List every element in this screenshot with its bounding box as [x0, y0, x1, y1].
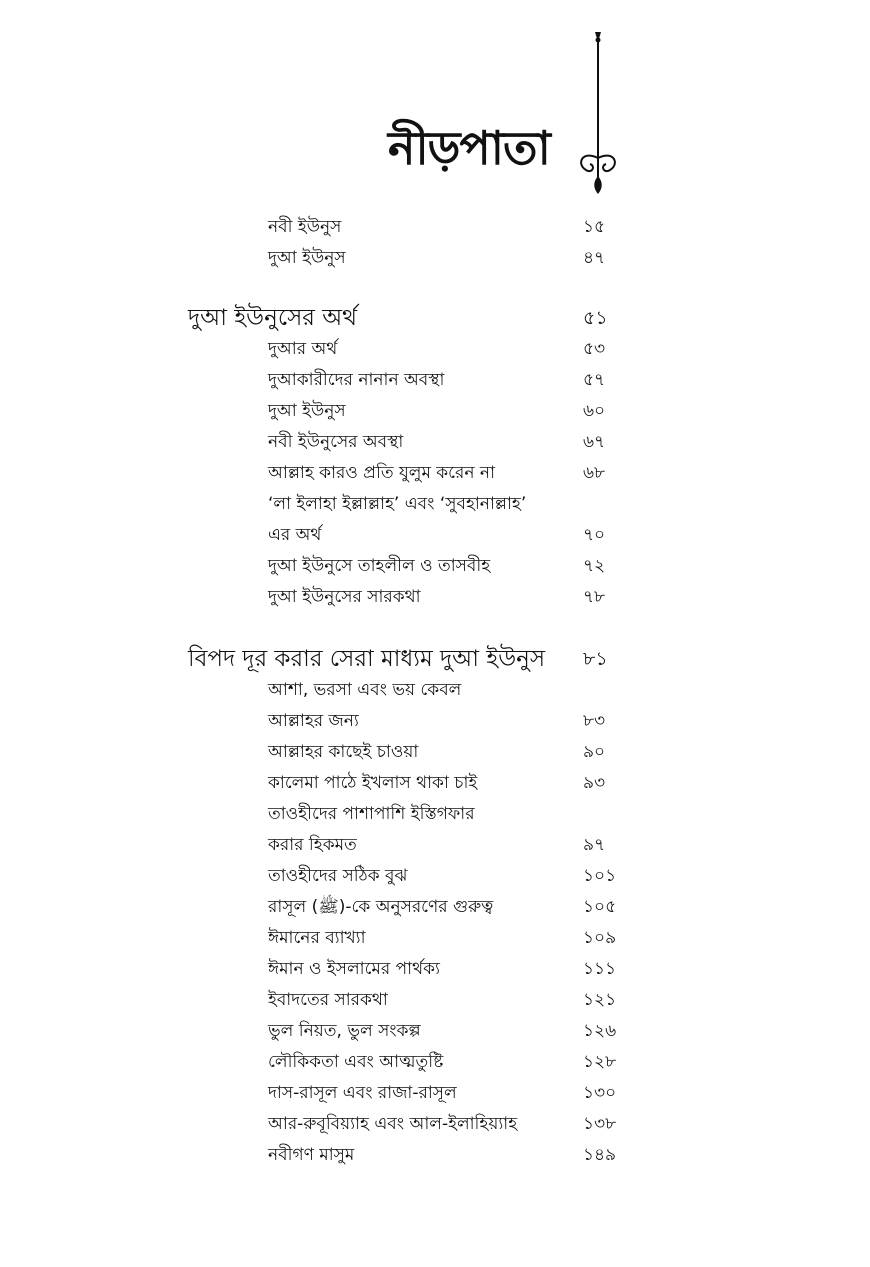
toc-entry-page: ৪৭ — [583, 248, 606, 268]
toc-section-heading[interactable] — [0, 303, 870, 333]
toc-entry-title: লৌকিকতা এবং আত্মতুষ্টি — [268, 1052, 444, 1072]
toc-entry[interactable] — [0, 675, 870, 705]
toc-entry[interactable] — [0, 365, 870, 395]
toc-entry-title: আল্লাহর জন্য — [268, 711, 359, 731]
toc-entry-page: ১২১ — [583, 990, 617, 1010]
toc-entry-page: ৯৩ — [583, 773, 606, 793]
ornament-icon — [568, 30, 628, 200]
page-title: নীড়পাতা — [388, 121, 550, 175]
toc-entry[interactable] — [0, 799, 870, 829]
toc-entry-title: এর অর্থ — [268, 525, 322, 545]
toc-entry-title: আল্লাহর কাছেই চাওয়া — [268, 742, 419, 762]
toc-entry-title: ঈমান ও ইসলামের পার্থক্য — [268, 959, 440, 979]
toc-section-title: দুআ ইউনুসের অর্থ — [188, 305, 358, 331]
toc-entry[interactable] — [0, 892, 870, 922]
toc-entry-title: আর-রুবূবিয়্যাহ এবং আল-ইলাহিয়্যাহ — [268, 1114, 518, 1134]
toc-entry-title: করার হিকমত — [268, 835, 357, 855]
toc-entry[interactable] — [0, 706, 870, 736]
toc-entry[interactable] — [0, 985, 870, 1015]
toc-entry[interactable] — [0, 489, 870, 519]
toc-section-page: ৮১ — [583, 648, 608, 670]
toc-section-title: বিপদ দূর করার সেরা মাধ্যম দুআ ইউনুস — [188, 646, 546, 672]
toc-entry-title: ভুল নিয়ত, ভুল সংকল্প — [268, 1021, 421, 1041]
toc-entry-title: নবী ইউনুসের অবস্থা — [268, 432, 404, 452]
toc-entry[interactable] — [0, 212, 870, 242]
toc-entry-title: দুআকারীদের নানান অবস্থা — [268, 370, 445, 390]
toc-entry-title: তাওহীদের পাশাপাশি ইস্তিগফার — [268, 804, 475, 824]
toc-entry-title: আল্লাহ কারও প্রতি যুলুম করেন না — [268, 463, 495, 483]
toc-entry[interactable] — [0, 923, 870, 953]
toc-entry-page: ৭০ — [583, 525, 606, 545]
toc-entry[interactable] — [0, 427, 870, 457]
toc-entry-page: ৫৭ — [583, 370, 606, 390]
toc-entry[interactable] — [0, 830, 870, 860]
toc-entry[interactable] — [0, 243, 870, 273]
toc-entry-page: ৯৭ — [583, 835, 606, 855]
toc-entry-page: ১৫ — [583, 217, 606, 237]
toc-entry[interactable] — [0, 396, 870, 426]
toc-entry-page: ১৩০ — [583, 1083, 617, 1103]
toc-entry-title: দুআ ইউনুসে তাহলীল ও তাসবীহ — [268, 556, 491, 576]
toc-entry-page: ১৩৮ — [583, 1114, 617, 1134]
toc-entry-page: ১২৬ — [583, 1021, 617, 1041]
toc-entry-page: ১২৮ — [583, 1052, 617, 1072]
toc-entry-title: দুআ ইউনুসের সারকথা — [268, 587, 421, 607]
toc-entry-page: ১০৯ — [583, 928, 617, 948]
toc-entry-page: ৫৩ — [583, 339, 606, 359]
toc-entry-title: দুআর অর্থ — [268, 339, 338, 359]
toc-entry-page: ১৪৯ — [583, 1145, 617, 1165]
toc-entry-title: দাস-রাসূল এবং রাজা-রাসূল — [268, 1083, 457, 1103]
toc-section-page: ৫১ — [583, 307, 608, 329]
toc-entry[interactable] — [0, 1140, 870, 1170]
toc-entry-page: ৬০ — [583, 401, 606, 421]
toc-entry-title: তাওহীদের সঠিক বুঝ — [268, 866, 408, 886]
toc-entry-page: ৮৩ — [583, 711, 606, 731]
toc-entry-page: ৯০ — [583, 742, 606, 762]
toc-entry-title: আশা, ভরসা এবং ভয় কেবল — [268, 680, 462, 700]
toc-entry-page: ৭৮ — [583, 587, 606, 607]
toc-entry-page: ১১১ — [583, 959, 617, 979]
toc-entry[interactable] — [0, 1109, 870, 1139]
toc-entry[interactable] — [0, 768, 870, 798]
toc-entry-page: ৭২ — [583, 556, 606, 576]
toc-entry-title: নবী ইউনুস — [268, 217, 342, 237]
toc-entry-page: ৬৭ — [583, 432, 606, 452]
toc-entry[interactable] — [0, 520, 870, 550]
toc-entry-page: ৬৮ — [583, 463, 606, 483]
toc-entry[interactable] — [0, 1047, 870, 1077]
toc-entry-title: ‘লা ইলাহা ইল্লাল্লাহ’ এবং ‘সুবহানাল্লাহ’ — [268, 494, 527, 514]
toc-entry[interactable] — [0, 458, 870, 488]
toc-entry[interactable] — [0, 1078, 870, 1108]
toc-entry-title: রাসূল (ﷺ)-কে অনুসরণের গুরুত্ব — [268, 897, 494, 917]
toc-entry[interactable] — [0, 1016, 870, 1046]
toc-entry-title: দুআ ইউনুস — [268, 248, 346, 268]
toc-entry[interactable] — [0, 551, 870, 581]
toc-entry-title: কালেমা পাঠে ইখলাস থাকা চাই — [268, 773, 478, 793]
toc-entry[interactable] — [0, 582, 870, 612]
toc-entry[interactable] — [0, 861, 870, 891]
toc-entry[interactable] — [0, 737, 870, 767]
toc-entry-title: নবীগণ মাসুম — [268, 1145, 355, 1165]
toc-entry[interactable] — [0, 334, 870, 364]
toc-entry-title: ঈমানের ব্যাখ্যা — [268, 928, 366, 948]
toc-entry-title: ইবাদতের সারকথা — [268, 990, 388, 1010]
toc-entry-title: দুআ ইউনুস — [268, 401, 346, 421]
toc-entry-page: ১০১ — [583, 866, 617, 886]
title-block — [388, 120, 550, 190]
toc-section-heading[interactable] — [0, 644, 870, 674]
toc-entry[interactable] — [0, 954, 870, 984]
toc-entry-page: ১০৫ — [583, 897, 617, 917]
